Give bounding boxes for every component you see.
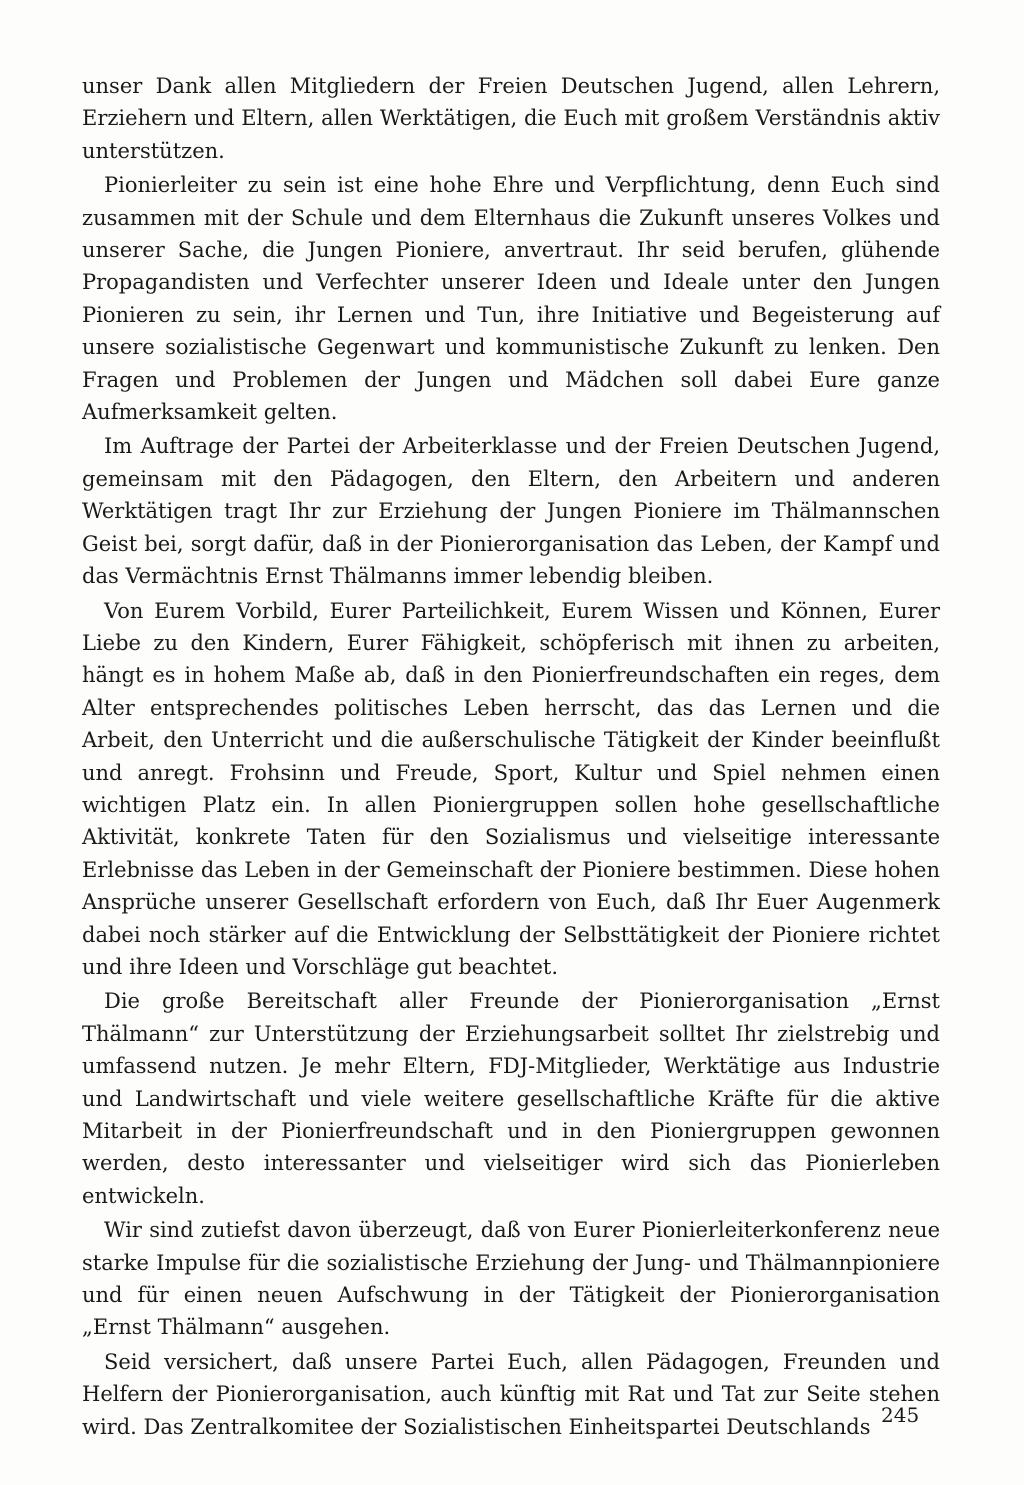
paragraph-2: Pionierleiter zu sein ist eine hohe Ehre und Verpflichtung, denn Euch sind zusammen mit der Schule und dem Elternhaus die Zukunft unseres Volkes und unserer Sache, die Jungen Pioniere, anvertraut. Ihr seid berufen, glühende Propagandisten und Verfechter unserer Ideen und Ideale unter den Jungen Pionieren zu sein, ihr Lernen und Tun, ihre Initiative und Begeisterung auf unsere sozialistische Gegenwart und kommunistische Zukunft zu lenken. Den Fragen und Problemen der Jungen und Mädchen soll dabei Eure ganze Aufmerksamkeit gelten. — [82, 173, 940, 425]
paragraph-1: unser Dank allen Mitgliedern der Freien Deutschen Jugend, allen Lehrern, Erziehern und Eltern, allen Werktätigen, die Euch mit großem Verständnis aktiv unterstützen. — [82, 74, 940, 163]
page-number: 245 — [881, 1403, 920, 1427]
paragraph-6: Wir sind zutiefst davon überzeugt, daß von Eurer Pionierleiterkonferenz neue starke Impulse für die sozialistische Erziehung der Jung- und Thälmannpioniere und für einen neuen Aufschwung in der Tätigkeit der Pionierorganisation „Ernst Thälmann“ ausgehen. — [82, 1218, 940, 1340]
body-text — [82, 70, 940, 1445]
paragraph-4: Von Eurem Vorbild, Eurer Parteilichkeit, Eurem Wissen und Können, Eurer Liebe zu den Kindern, Eurer Fähigkeit, schöpferisch mit ihnen zu arbeiten, hängt es in hohem Maße ab, daß in den Pionierfreundschaften ein reges, dem Alter entsprechendes politisches Leben herrscht, das das Lernen und die Arbeit, den Unterricht und die außerschulische Tätigkeit der Kinder beeinflußt und anregt. Frohsinn und Freude, Sport, Kultur und Spiel nehmen einen wichtigen Platz ein. In allen Pioniergruppen sollen hohe gesellschaftliche Aktivität, konkrete Taten für den Sozialismus und vielseitige interessante Erlebnisse das Leben in der Gemeinschaft der Pioniere bestimmen. Diese hohen Ansprüche unserer Gesellschaft erfordern von Euch, daß Ihr Euer Augenmerk dabei noch stärker auf die Entwicklung der Selbsttätigkeit der Pioniere richtet und ihre Ideen und Vorschläge gut beachtet. — [82, 598, 940, 979]
paragraph-3: Im Auftrage der Partei der Arbeiterklasse und der Freien Deutschen Jugend, gemeinsam mit den Pädagogen, den Eltern, den Arbeitern und anderen Werktätigen tragt Ihr zur Erziehung der Jungen Pioniere im Thälmannschen Geist bei, sorgt dafür, daß in der Pionierorganisation das Leben, der Kampf und das Vermächtnis Ernst Thälmanns immer lebendig bleiben. — [82, 434, 940, 589]
paragraph-5: Die große Bereitschaft aller Freunde der Pionierorganisation „Ernst Thälmann“ zur Unterstützung der Erziehungsarbeit solltet Ihr zielstrebig und umfassend nutzen. Je mehr Eltern, FDJ-Mitglieder, Werktätige aus Industrie und Landwirtschaft und viele weitere gesellschaftliche Kräfte für die aktive Mitarbeit in der Pionierfreundschaft und in den Pioniergruppen gewonnen werden, desto interessanter und vielseitiger wird sich das Pionierleben entwickeln. — [82, 989, 940, 1208]
paragraph-7: Seid versichert, daß unsere Partei Euch, allen Pädagogen, Freunden und Helfern der Pionierorganisation, auch künftig mit Rat und Tat zur Seite stehen wird. Das Zentralkomitee der Sozialistischen Einheitspartei Deutschlands — [82, 1349, 940, 1439]
